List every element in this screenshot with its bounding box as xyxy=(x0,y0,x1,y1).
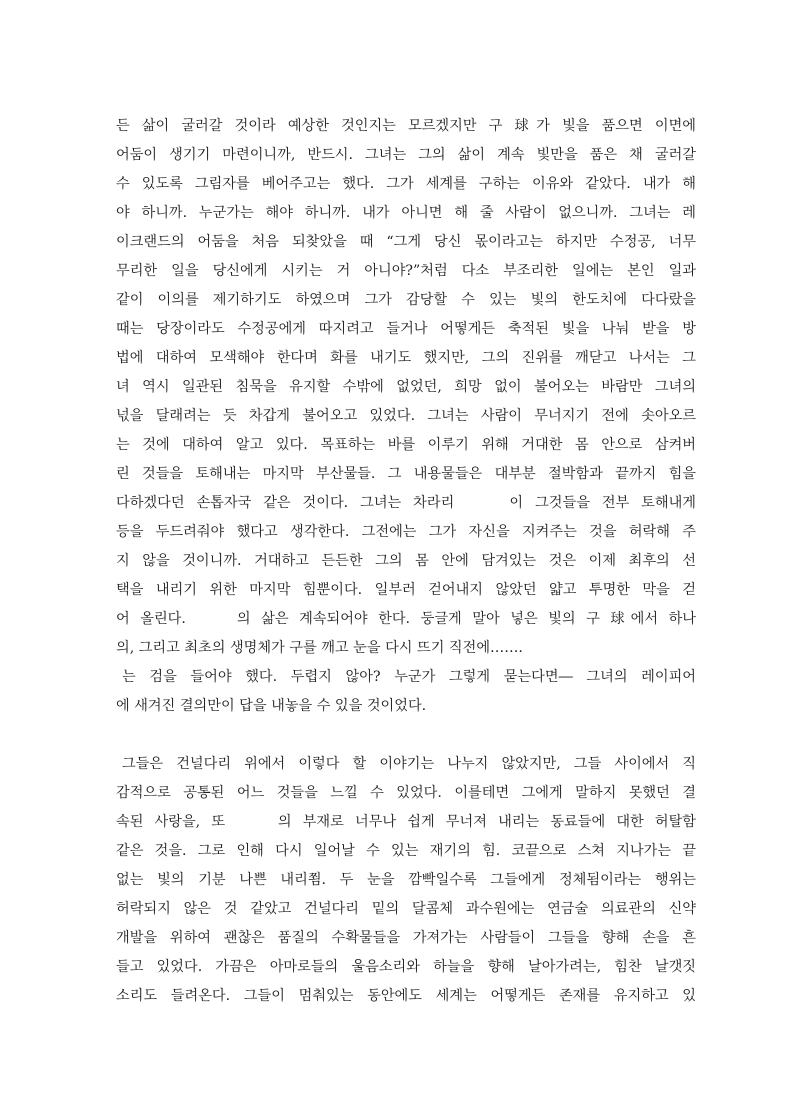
text-line: 녀 역시 일관된 침묵을 유지할 수밖에 없었던, 희망 없이 불어오는 바람만 그녀의 xyxy=(116,379,696,395)
text-line: 는 검을 들어야 했다. 두렵지 않아? 누군가 그렇게 묻는다면― 그녀의 레이피어 xyxy=(122,669,696,685)
text-line: 속된 사랑을, 또 의 부재로 너무나 쉽게 무너져 내리는 동료들에 대한 허탈함 xyxy=(116,814,696,830)
text-line: 수 있도록 그림자를 베어주고는 했다. 그가 세계를 구하는 이유와 같았다. 내가 해 xyxy=(116,176,696,192)
text-line: 개발을 위하여 괜찮은 품질의 수확물들을 가져가는 사람들이 그들을 향해 손을 흔 xyxy=(116,930,696,946)
text-line: 감적으로 공통된 어느 것들을 느낄 수 있었다. 이를테면 그에게 말하지 못했던 결 xyxy=(116,785,696,801)
text-line: 소리도 들려온다. 그들이 멈춰있는 동안에도 세계는 어떻게든 존재를 유지하고 있 xyxy=(116,988,696,1004)
text-line: 같은 것을. 그로 인해 다시 일어날 수 있는 재기의 힘. 코끝으로 스쳐 지나가는 끝 xyxy=(116,843,696,859)
text-line: 택을 내리기 위한 마지막 힘뿐이다. 일부러 걷어내지 않았던 얇고 투명한 막을 걷 xyxy=(116,582,696,598)
text-line: 법에 대하여 모색해야 한다며 화를 내기도 했지만, 그의 진위를 깨닫고 나서는 그 xyxy=(116,350,696,366)
text-line: 린 것들을 토해내는 마지막 부산물들. 그 내용물들은 대부분 절박함과 끝까지 힘을 xyxy=(116,466,696,482)
text-line: 허락되지 않은 것 같았고 건널다리 밑의 달콤체 과수원에는 연금술 의료관의 신약 xyxy=(116,901,696,917)
text-line: 지 않을 것이니까. 거대하고 든든한 그의 몸 안에 담겨있는 것은 이제 최후의 선 xyxy=(116,553,696,569)
text-line: 이크랜드의 어둠을 처음 되찾았을 때 “그게 당신 몫이라고는 하지만 수정공, 너무 xyxy=(116,234,696,250)
text-line: 는 것에 대하여 알고 있다. 목표하는 바를 이루기 위해 거대한 몸 안으로 삼켜버 xyxy=(116,437,696,453)
text-line: 에 새겨진 결의만이 답을 내놓을 수 있을 것이었다. xyxy=(116,698,427,714)
text-line: 그들은 건널다리 위에서 이렇다 할 이야기는 나누지 않았지만, 그들 사이에서 직 xyxy=(122,756,696,772)
text-line: 없는 빛의 기분 나쁜 내리쬠. 두 눈을 깜빡일수록 그들에게 정체됨이라는 행위는 xyxy=(116,872,696,888)
text-line: 다하겠다던 손톱자국 같은 것이다. 그녀는 차라리 이 그것들을 전부 토해내게 xyxy=(116,495,696,511)
text-body xyxy=(116,112,696,1011)
text-line: 같이 이의를 제기하기도 하였으며 그가 감당할 수 있는 빛의 한도치에 다다랐을 xyxy=(116,292,696,308)
text-line: 어둠이 생기기 마련이니까, 반드시. 그녀는 그의 삶이 계속 빛만을 품은 채 굴러갈 xyxy=(116,147,696,163)
text-line: 등을 두드려줘야 했다고 생각한다. 그전에는 그가 자신을 지켜주는 것을 허락해 주 xyxy=(116,524,696,540)
text-line: 때는 당장이라도 수정공에게 따지려고 들거나 어떻게든 축적된 빛을 나눠 받을 방 xyxy=(116,321,696,337)
text-line: 넋을 달래려는 듯 차갑게 불어오고 있었다. 그녀는 사람이 무너지기 전에 솟아오르 xyxy=(116,408,696,424)
paragraph-gap xyxy=(116,721,696,750)
text-line: 야 하니까. 누군가는 해야 하니까. 내가 아니면 해 줄 사람이 없으니까. 그녀는 레 xyxy=(116,205,696,221)
text-line: 의, 그리고 최초의 생명체가 구를 깨고 눈을 다시 뜨기 직전에……. xyxy=(116,640,523,656)
text-line: 든 삶이 굴러갈 것이라 예상한 것인지는 모르겠지만 구 球가 빛을 품으면 이면에 xyxy=(116,118,696,134)
text-line: 무리한 일을 당신에게 시키는 거 아니야?”처럼 다소 부조리한 일에는 본인 일과 xyxy=(116,263,696,279)
text-line: 어 올린다. 의 삶은 계속되어야 한다. 둥글게 말아 넣은 빛의 구 球에서 하나 xyxy=(116,611,696,627)
text-line: 들고 있었다. 가끔은 아마로들의 울음소리와 하늘을 향해 날아가려는, 힘찬 날갯짓 xyxy=(116,959,696,975)
